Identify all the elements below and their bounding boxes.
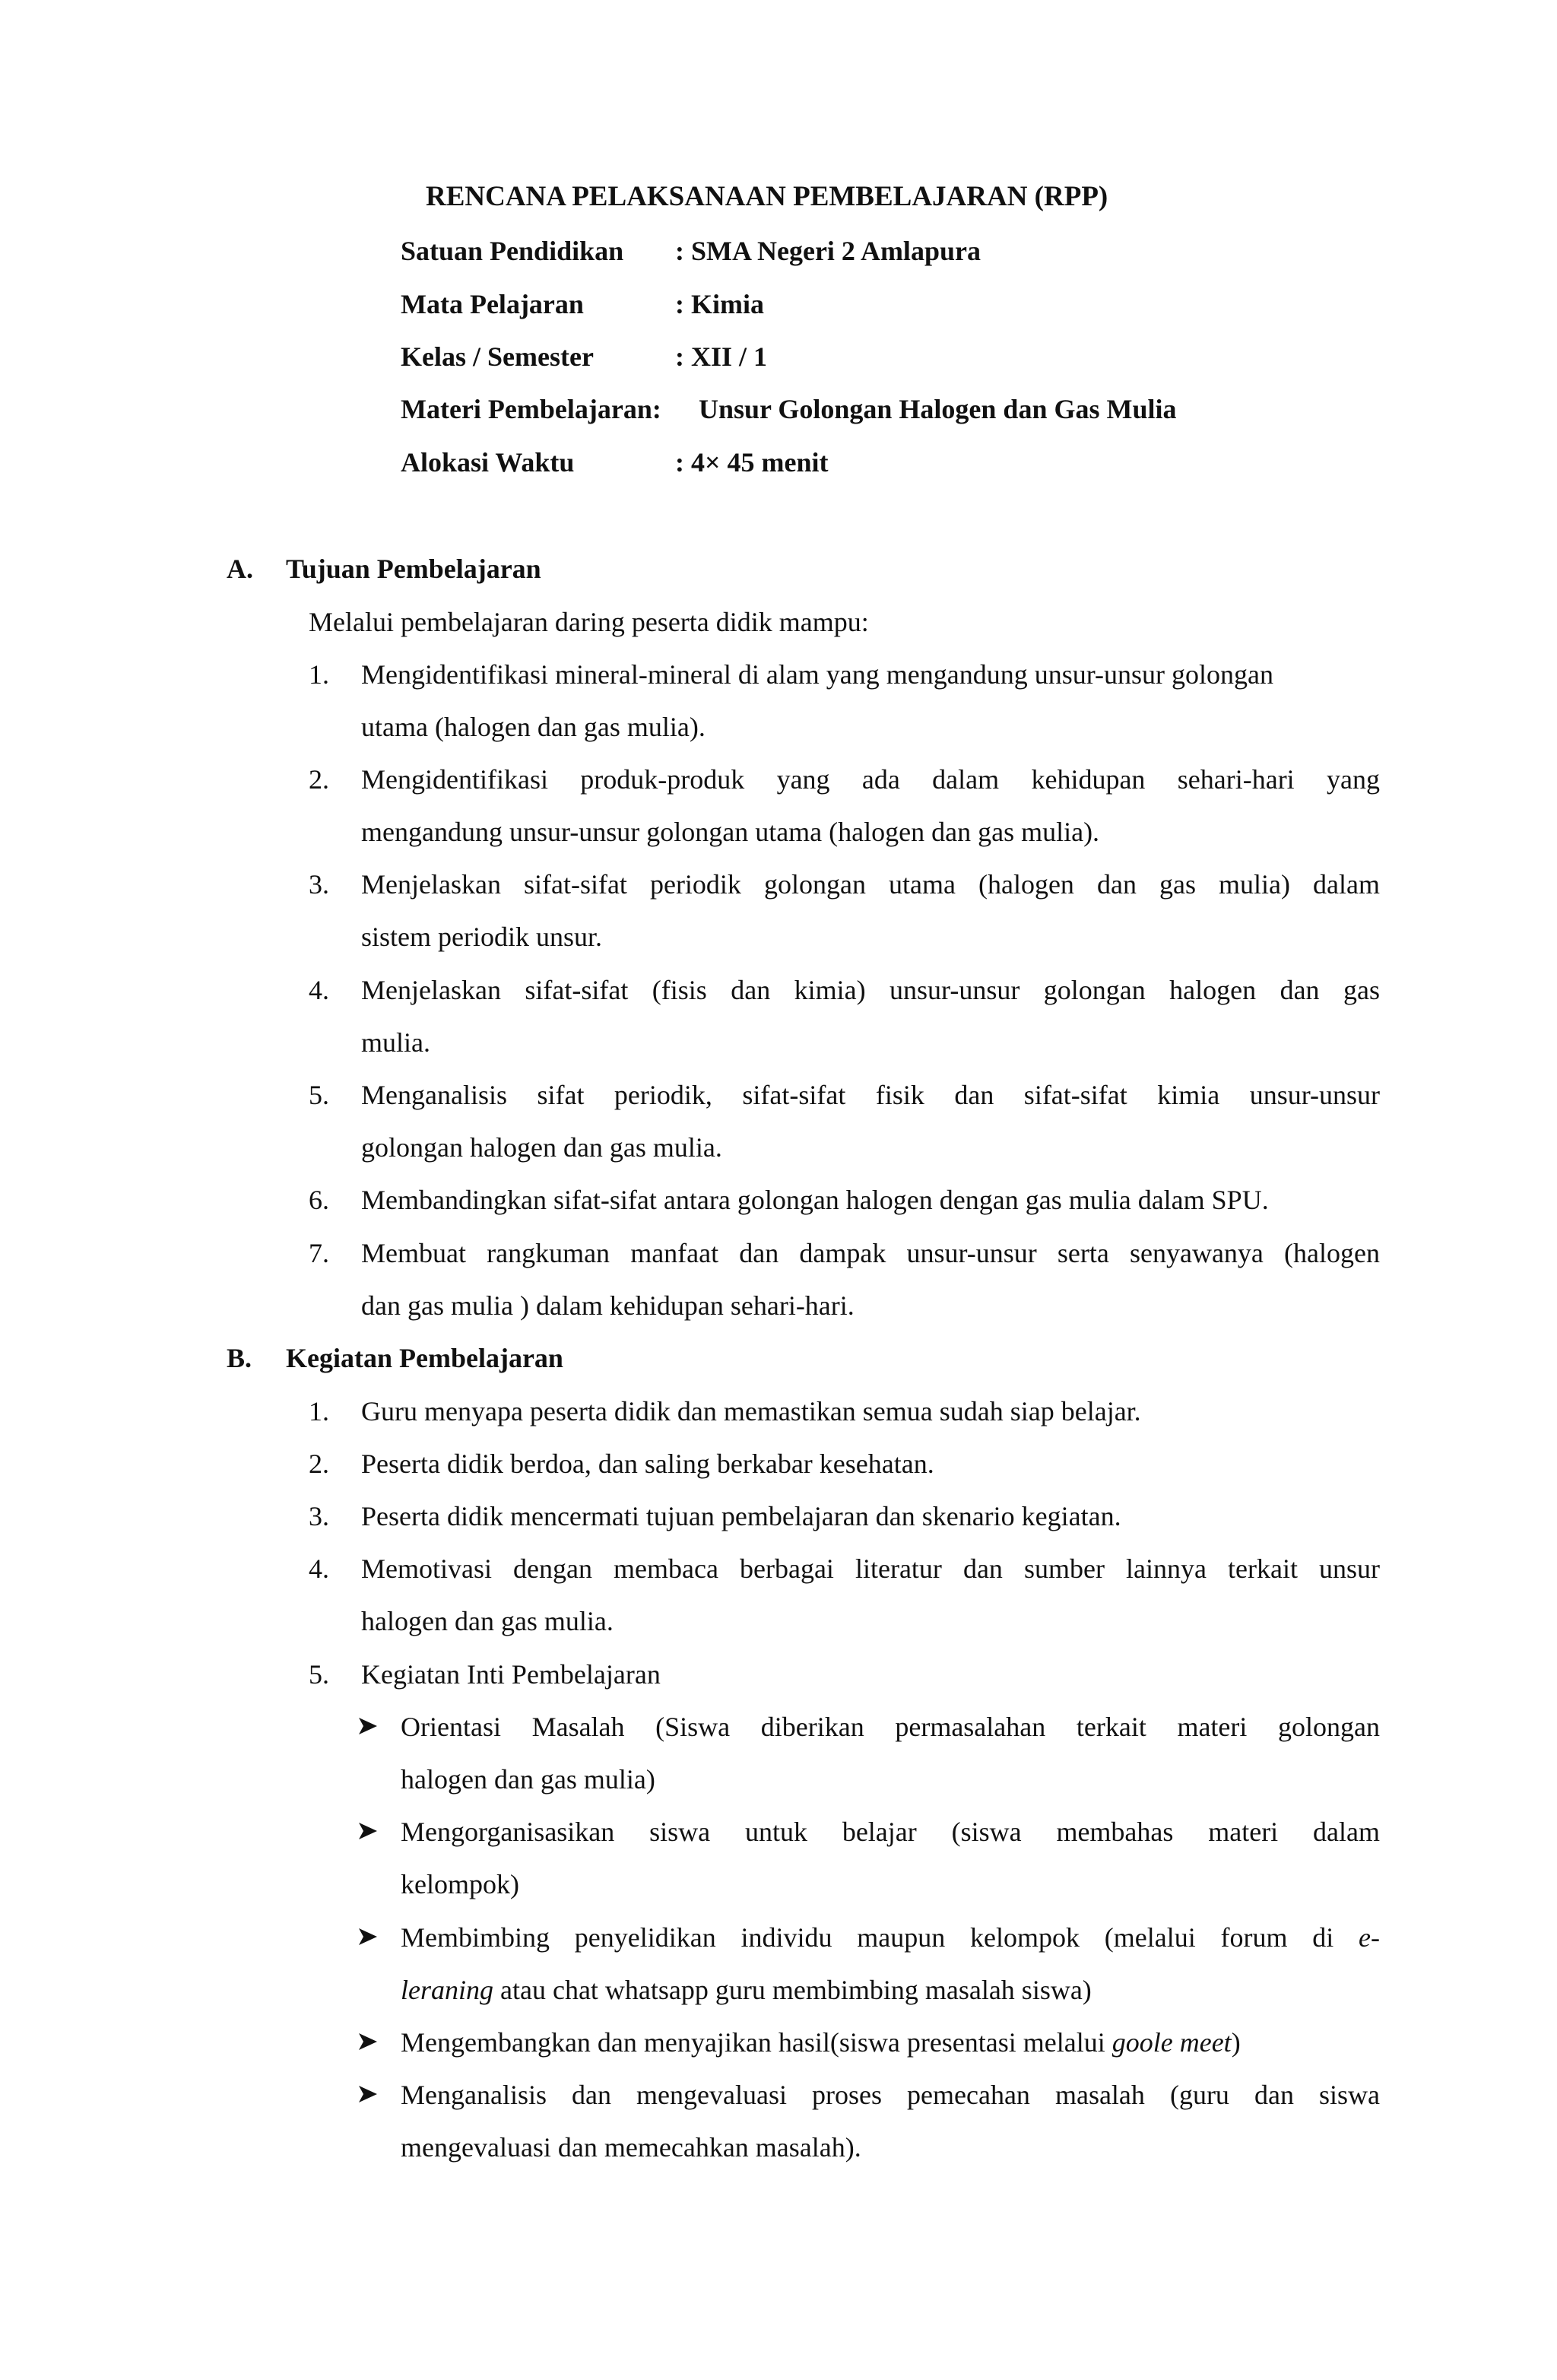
section-a-letter: A. xyxy=(227,554,253,584)
bullet-line: mengevaluasi dan memecahkan masalah). xyxy=(401,2132,861,2163)
arrow-bullet-icon xyxy=(357,2032,380,2055)
list-item-number: 4. xyxy=(309,975,329,1005)
section-a-intro: Melalui pembelajaran daring peserta didik mampu: xyxy=(309,607,869,637)
arrow-bullet-icon xyxy=(357,1927,380,1950)
list-item-number: 3. xyxy=(309,869,329,900)
section-a-title: Tujuan Pembelajaran xyxy=(286,554,541,584)
list-item-line: dan gas mulia ) dalam kehidupan sehari-hari. xyxy=(361,1290,855,1321)
list-item-line: golongan halogen dan gas mulia. xyxy=(361,1132,722,1163)
list-item-line: mengandung unsur-unsur golongan utama (halogen dan gas mulia). xyxy=(361,817,1100,847)
list-item-number: 3. xyxy=(309,1501,329,1531)
info-label-satuan: Satuan Pendidikan xyxy=(401,236,624,266)
list-item-number: 6. xyxy=(309,1185,329,1215)
arrow-bullet-icon xyxy=(357,2084,380,2107)
document-title: RENCANA PELAKSANAAN PEMBELAJARAN (RPP) xyxy=(426,181,1108,212)
list-item-line: Membuat rangkuman manfaat dan dampak unsur-unsur serta senyawanya (halogen xyxy=(361,1238,1380,1268)
bullet-line: kelompok) xyxy=(401,1869,519,1899)
bullet-line: Menganalisis dan mengevaluasi proses pemecahan masalah (guru dan siswa xyxy=(401,2080,1380,2110)
section-b-title: Kegiatan Pembelajaran xyxy=(286,1343,563,1373)
list-item-line: Mengidentifikasi produk-produk yang ada dalam kehidupan sehari-hari yang xyxy=(361,764,1380,795)
info-label-materi: Materi Pembelajaran: xyxy=(401,394,661,424)
list-item-line: Menjelaskan sifat-sifat (fisis dan kimia) unsur-unsur golongan halogen dan gas xyxy=(361,975,1380,1005)
arrow-bullet-icon xyxy=(357,1716,380,1739)
list-item-line: Menganalisis sifat periodik, sifat-sifat fisik dan sifat-sifat kimia unsur-unsur xyxy=(361,1080,1380,1110)
info-value-satuan: : SMA Negeri 2 Amlapura xyxy=(675,236,981,266)
bullet-line: Mengembangkan dan menyajikan hasil(siswa presentasi melalui goole meet) xyxy=(401,2027,1241,2058)
list-item-line: Memotivasi dengan membaca berbagai literatur dan sumber lainnya terkait unsur xyxy=(361,1553,1380,1584)
bullet-line: Mengorganisasikan siswa untuk belajar (siswa membahas materi dalam xyxy=(401,1817,1380,1847)
list-item-line: Mengidentifikasi mineral-mineral di alam yang mengandung unsur-unsur golongan xyxy=(361,659,1273,690)
list-item-line: mulia. xyxy=(361,1027,430,1058)
list-item-number: 1. xyxy=(309,1396,329,1426)
info-value-mapel: : Kimia xyxy=(675,289,764,319)
info-label-kelas: Kelas / Semester xyxy=(401,341,594,372)
list-item-number: 5. xyxy=(309,1080,329,1110)
info-label-alokasi: Alokasi Waktu xyxy=(401,447,575,478)
list-item-line: Peserta didik berdoa, dan saling berkabar kesehatan. xyxy=(361,1449,934,1479)
info-value-alokasi: : 4× 45 menit xyxy=(675,447,829,478)
list-item-line: Kegiatan Inti Pembelajaran xyxy=(361,1659,661,1690)
list-item-line: Membandingkan sifat-sifat antara golongan halogen dengan gas mulia dalam SPU. xyxy=(361,1185,1269,1215)
info-value-materi: Unsur Golongan Halogen dan Gas Mulia xyxy=(699,394,1177,424)
section-b-letter: B. xyxy=(227,1343,252,1373)
list-item-line: Menjelaskan sifat-sifat periodik golongan utama (halogen dan gas mulia) dalam xyxy=(361,869,1380,900)
list-item-line: Guru menyapa peserta didik dan memastikan semua sudah siap belajar. xyxy=(361,1396,1141,1426)
bullet-line: Membimbing penyelidikan individu maupun kelompok (melalui forum di e- xyxy=(401,1922,1381,1953)
list-item-line: halogen dan gas mulia. xyxy=(361,1606,614,1636)
info-value-kelas: : XII / 1 xyxy=(675,341,768,372)
list-item-number: 1. xyxy=(309,659,329,690)
bullet-line: Orientasi Masalah (Siswa diberikan permasalahan terkait materi golongan xyxy=(401,1712,1380,1742)
info-label-mapel: Mata Pelajaran xyxy=(401,289,584,319)
bullet-line: leraning atau chat whatsapp guru membimbing masalah siswa) xyxy=(401,1975,1092,2005)
arrow-bullet-icon xyxy=(357,1821,380,1844)
bullet-line: halogen dan gas mulia) xyxy=(401,1764,655,1795)
list-item-number: 2. xyxy=(309,764,329,795)
list-item-number: 7. xyxy=(309,1238,329,1268)
list-item-line: sistem periodik unsur. xyxy=(361,922,602,952)
list-item-line: utama (halogen dan gas mulia). xyxy=(361,712,706,742)
list-item-number: 4. xyxy=(309,1553,329,1584)
list-item-number: 2. xyxy=(309,1449,329,1479)
list-item-number: 5. xyxy=(309,1659,329,1690)
list-item-line: Peserta didik mencermati tujuan pembelajaran dan skenario kegiatan. xyxy=(361,1501,1121,1531)
